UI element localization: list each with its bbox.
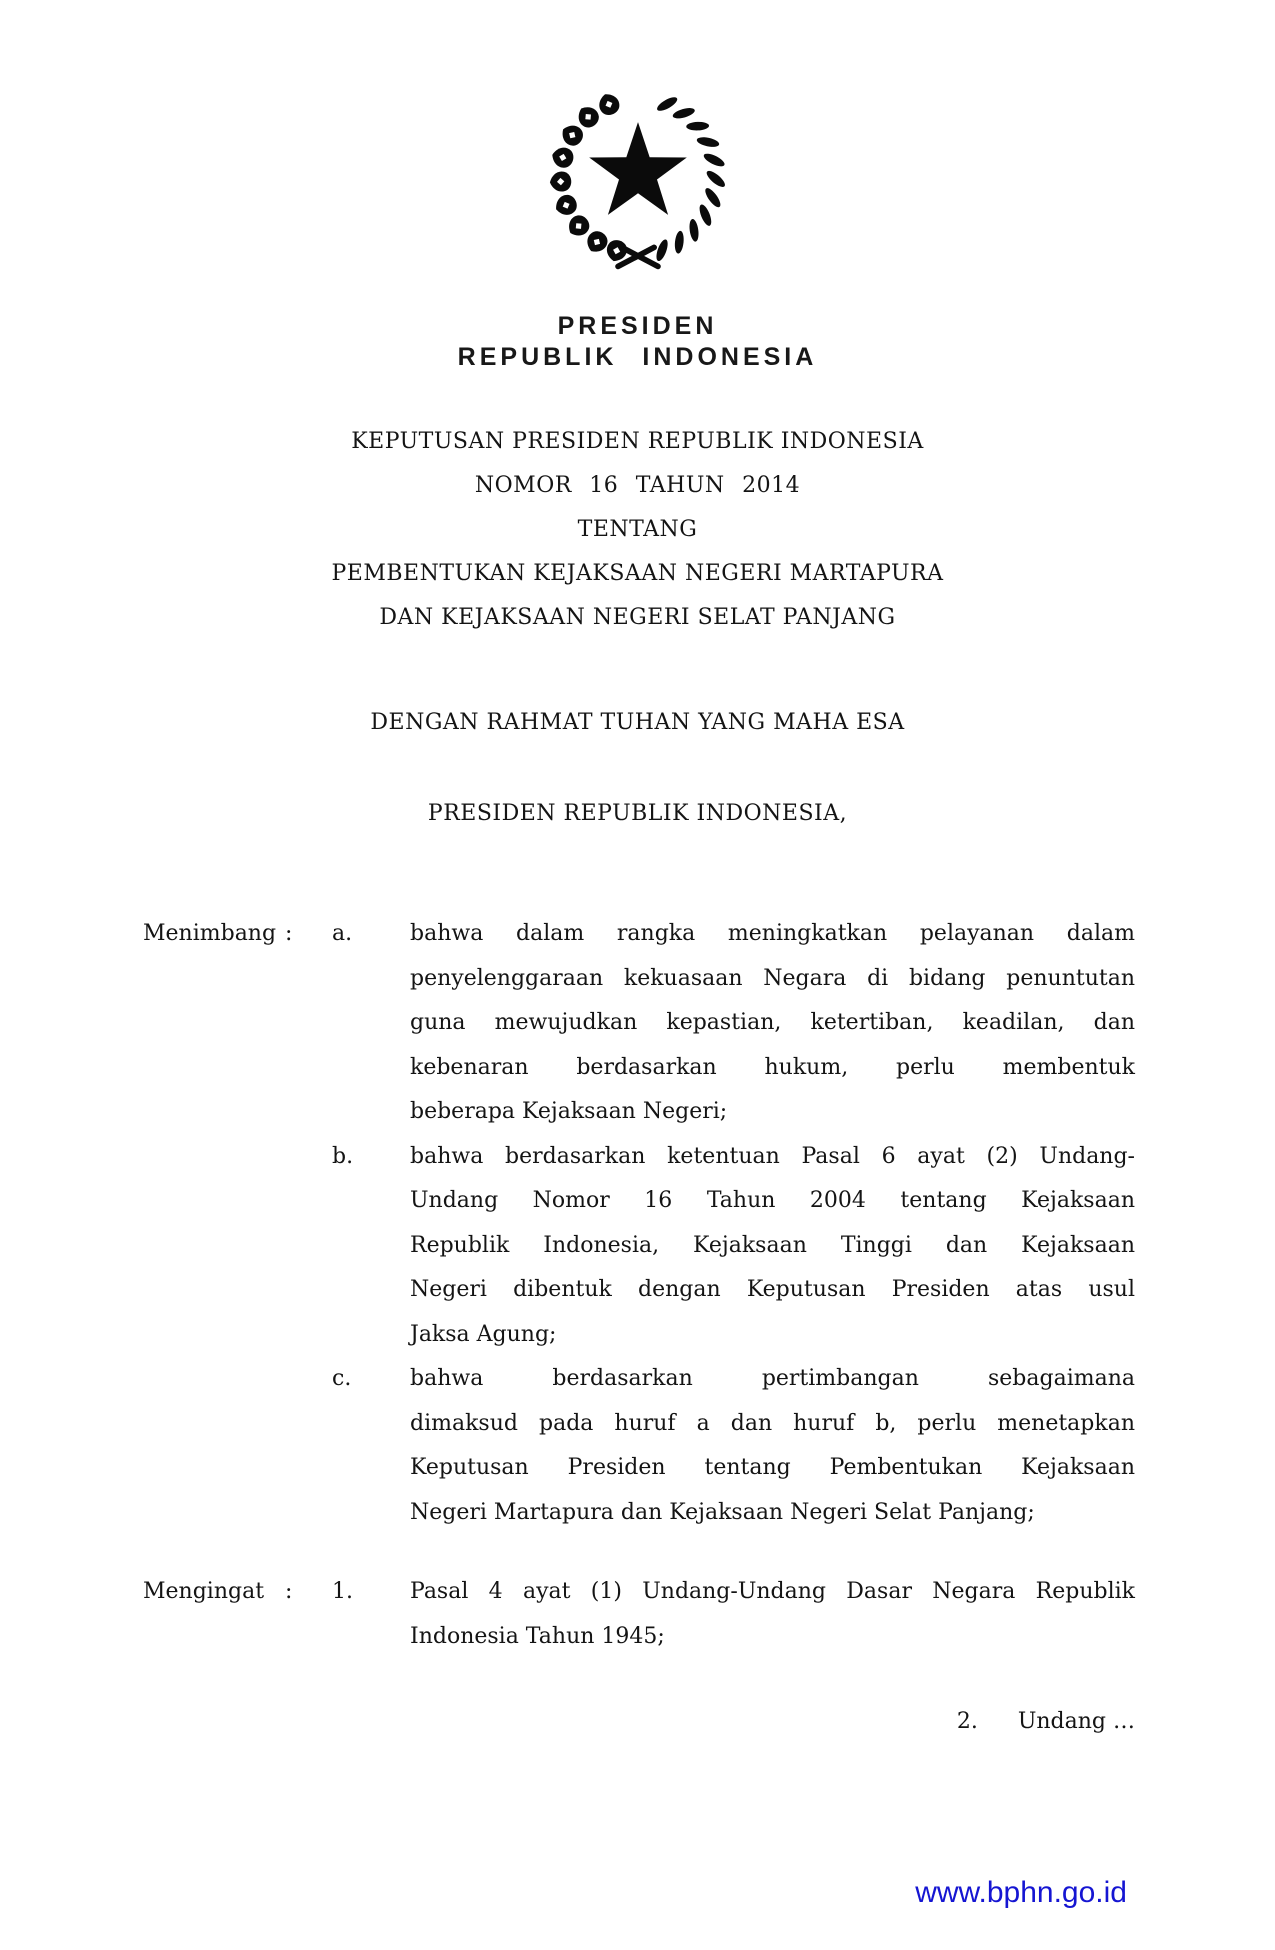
authority-line: PRESIDEN REPUBLIK INDONESIA,	[427, 801, 848, 826]
star-wreath-icon	[543, 86, 733, 274]
footer-watermark-url: www.bphn.go.id	[915, 1876, 1127, 1909]
item-text: Pasal 4 ayat (1) Undang-Undang Dasar Negara Republik Indonesia Tahun 1945;	[410, 1579, 1135, 1649]
title-line-dan: DAN KEJAKSAAN NEGERI SELAT PANJANG	[379, 605, 896, 630]
catchword-marker: 2.	[956, 1709, 978, 1734]
mengingat-items	[332, 1570, 1135, 1659]
mengingat-item-1	[332, 1570, 1135, 1659]
item-text: bahwa dalam rangka meningkatkan pelayanan dalam penyelenggaraan kekuasaan Negara di bidang penuntutan guna mewujudkan kepastian, ketertiban, keadilan, dan kebenaran berdasarkan hukum, perlu membentuk beberapa Kejaksaan Negeri;	[410, 921, 1135, 1124]
letterhead-republik-indonesia: REPUBLIK INDONESIA	[457, 343, 818, 371]
letterhead	[0, 311, 1275, 373]
item-marker: 1.	[332, 1579, 353, 1604]
title-line-nomor: NOMOR 16 TAHUN 2014	[474, 473, 801, 498]
letterhead-presiden: PRESIDEN	[557, 312, 718, 340]
menimbang-label: Menimbang	[143, 921, 277, 946]
menimbang-item-a	[332, 912, 1135, 1135]
item-text: bahwa berdasarkan pertimbangan sebagaimana dimaksud pada huruf a dan huruf b, perlu menetapkan Keputusan Presiden tentang Pembentukan Kejaksaan Negeri Martapura dan Kejaksaan Negeri Selat Panjang;	[410, 1366, 1135, 1525]
invocation-line: DENGAN RAHMAT TUHAN YANG MAHA ESA	[370, 710, 905, 735]
title-line-tentang: TENTANG	[577, 517, 698, 542]
item-text: bahwa berdasarkan ketentuan Pasal 6 ayat (2) Undang- Undang Nomor 16 Tahun 2004 tentang Kejaksaan Republik Indonesia, Kejaksaan Tinggi dan Kejaksaan Negeri dibentuk dengan Keputusan Presiden atas usul Jaksa Agung;	[410, 1143, 1135, 1347]
presidential-star-wreath-emblem	[543, 86, 733, 274]
menimbang-item-b	[332, 1135, 1135, 1358]
mengingat-colon: :	[285, 1579, 293, 1604]
catchword-text: Undang …	[1017, 1709, 1135, 1734]
item-marker: a.	[332, 921, 353, 946]
title-line-pembentukan: PEMBENTUKAN KEJAKSAAN NEGERI MARTAPURA	[331, 561, 944, 586]
item-marker: b.	[332, 1143, 354, 1169]
mengingat-section	[143, 1570, 1135, 1659]
menimbang-section	[143, 912, 1135, 1535]
catchword-continuation	[957, 1700, 1135, 1744]
title-line-keputusan: KEPUTUSAN PRESIDEN REPUBLIK INDONESIA	[351, 429, 924, 454]
menimbang-colon: :	[285, 921, 293, 946]
menimbang-item-c	[332, 1357, 1135, 1535]
item-marker: c.	[332, 1366, 352, 1391]
mengingat-label: Mengingat	[143, 1579, 265, 1604]
menimbang-items	[332, 912, 1135, 1535]
decree-title	[0, 420, 1275, 640]
